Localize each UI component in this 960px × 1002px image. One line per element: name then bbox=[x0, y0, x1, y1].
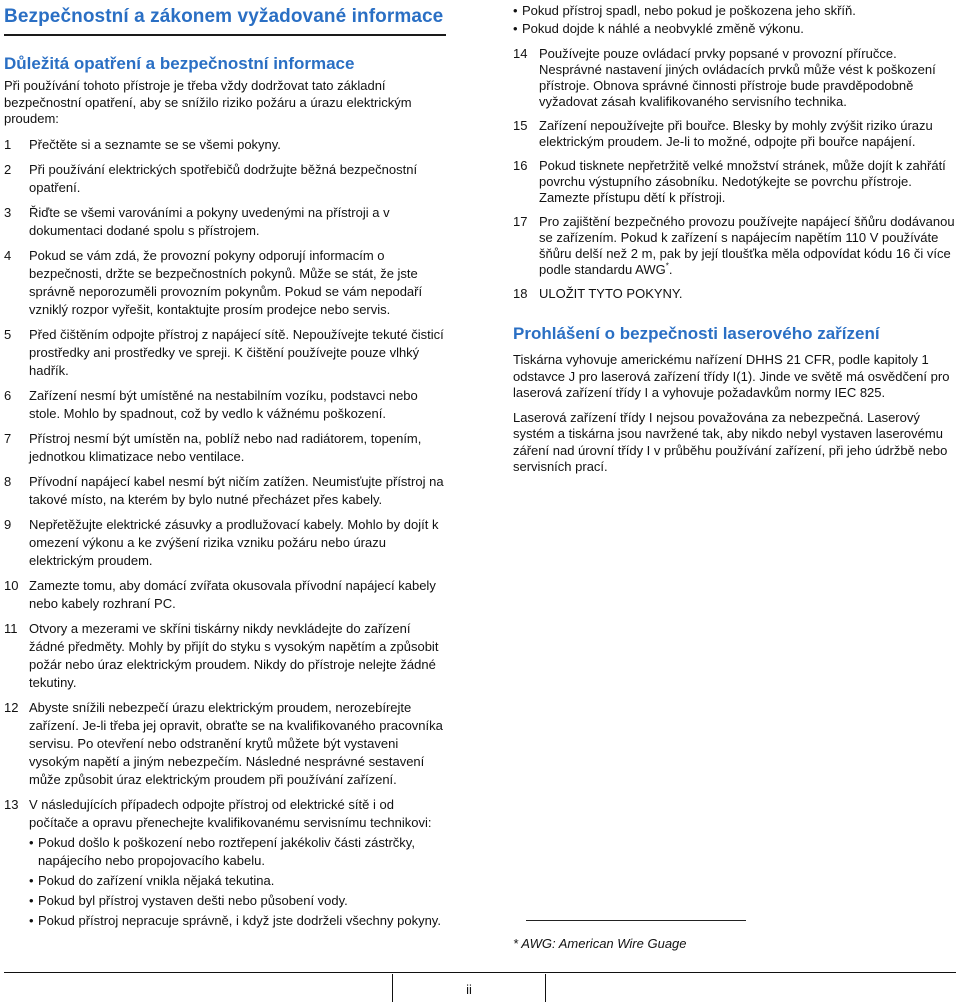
footnote: * AWG: American Wire Guage bbox=[513, 936, 687, 951]
safety-intro: Při používání tohoto přístroje je třeba vždy dodržovat tato základní bezpečnostní opatření, aby se snížilo riziko požáru a úrazu elektrickým proudem: bbox=[4, 78, 412, 126]
item-text: Používejte pouze ovládací prvky popsané v provozní příručce. Nesprávné nastavení jiných ovládacích prvků může vést k poškození přístroje. Obnova správné činnosti přístroje bude pravděpodobně vyžadovat zásah kvalifikovaného servisního technika. bbox=[539, 46, 936, 109]
item-text: Přívodní napájecí kabel nesmí být ničím zatížen. Neumisťujte přístroj na takové místo, na kterém by bylo nutné přecházet přes kabely. bbox=[29, 473, 444, 507]
list-item: 17 Pro zajištění bezpečného provozu používejte napájecí šňůru dodávanou se zařízením. Pokud k zařízení s napájecím napětím 110 V používáte šňůru delší než 2 m, pak by její tloušťka měla odpovídat kódu 16 či více podle standardu AWG*. bbox=[513, 214, 955, 277]
page-number: ii bbox=[466, 982, 472, 997]
item-number: 11 bbox=[4, 620, 18, 636]
item-text: Zařízení nepoužívejte při bouřce. Blesky by mohly zvýšit riziko úrazu elektrickým proudem. Je-li to možné, odpojte při bouřce napájení. bbox=[539, 118, 933, 149]
item-number: 4 bbox=[4, 247, 12, 263]
bullet-item: • Pokud došlo k poškození nebo roztřepení jakékoliv části zástrčky, napájecího nebo propojovacího kabelu. bbox=[29, 834, 415, 868]
page-title: Bezpečnostní a zákonem vyžadované informace bbox=[4, 0, 446, 36]
bullet-item: • Pokud dojde k náhlé a neobvyklé změně výkonu. bbox=[513, 21, 804, 36]
list-item bbox=[4, 387, 446, 423]
item-text: Pokud tisknete nepřetržitě velké množství stránek, může dojít k zahřátí povrchu výstupního zásobníku. Nedotýkejte se povrchu přístroje. Zamezte přístupu dětí k přístroji. bbox=[539, 158, 946, 205]
item-text: Pokud se vám zdá, že provozní pokyny odporují informacím o bezpečnosti, držte se bezpečnostních pokynů. Může se stát, že jste správně neporozuměli provozním pokynům. Pokud se vám nepodaří vzniklý rozpor vyřešit, kontaktujte prosím prodejce nebo servis. bbox=[29, 247, 423, 317]
bullet-item: • Pokud byl přístroj vystaven dešti nebo působení vody. bbox=[29, 892, 348, 908]
list-item bbox=[513, 158, 955, 206]
right-column bbox=[513, 0, 955, 484]
item-text: Abyste snížili nebezpečí úrazu elektrickým proudem, nerozebírejte zařízení. Je-li třeba jej opravit, obraťte se na kvalifikovaného pracovníka servisu. Po otevření nebo odstranění krytů můžete být vystaveni vysokým napětí a jiným nebezpečím. Následné nesprávné sestavení může způsobit úraz elektrickým proudem při používání zařízení. bbox=[29, 699, 443, 787]
item-number: 18 bbox=[513, 286, 528, 301]
item-text: V následujících případech odpojte přístroj od elektrické sítě i od počítače a opravu přenechejte kvalifikovanému servisnímu technikovi: bbox=[29, 796, 432, 830]
footnote-marker: * bbox=[665, 261, 669, 271]
item-text: Přístroj nesmí být umístěn na, poblíž nebo nad radiátorem, topením, jednotkou klimatizace nebo ventilace. bbox=[29, 430, 422, 464]
list-item bbox=[513, 118, 955, 150]
safety-heading: Důležitá opatření a bezpečnostní informace bbox=[4, 54, 355, 73]
list-item bbox=[4, 620, 446, 692]
item-number: 14 bbox=[513, 46, 528, 61]
item-text: Řiďte se všemi varováními a pokyny uvedenými na přístroji a v dokumentaci dodané spolu s přístrojem. bbox=[29, 204, 390, 238]
list-item bbox=[4, 699, 446, 789]
bullet-item: • Pokud přístroj spadl, nebo pokud je poškozena jeho skříň. bbox=[513, 3, 856, 18]
list-item bbox=[4, 430, 446, 466]
item-text: Pro zajištění bezpečného provozu používejte napájecí šňůru dodávanou se zařízením. Pokud k zařízení s napájecím napětím 110 V používáte šňůru delší než 2 m, pak by její tloušťka měla odpovídat kódu 16 či více podle standardu AWG bbox=[539, 214, 955, 277]
item-text: Zařízení nesmí být umístěné na nestabilním vozíku, podstavci nebo stole. Mohlo by spadnout, což by vedlo k vážnému poškození. bbox=[29, 387, 418, 421]
item-number: 16 bbox=[513, 158, 528, 173]
bullet-dot: • bbox=[29, 872, 34, 888]
page-number-box bbox=[392, 974, 546, 1002]
list-item bbox=[4, 204, 446, 240]
bullet-dot: • bbox=[29, 834, 34, 850]
item-number: 8 bbox=[4, 473, 12, 489]
item-text: Před čištěním odpojte přístroj z napájecí sítě. Nepoužívejte tekuté čisticí prostředky ani prostředky ve spreji. K čištění používejte pouze vlhký hadřík. bbox=[29, 326, 444, 378]
list-item bbox=[4, 473, 446, 509]
bullet-dot: • bbox=[29, 892, 34, 908]
item-number: 5 bbox=[4, 326, 12, 342]
bullet-dot: • bbox=[29, 912, 34, 928]
list-item bbox=[513, 46, 955, 110]
bullet-dot: • bbox=[513, 3, 518, 18]
bullet-item: • Pokud do zařízení vnikla nějaká tekutina. bbox=[29, 872, 275, 888]
item-number: 15 bbox=[513, 118, 528, 133]
item-text: ULOŽIT TYTO POKYNY. bbox=[539, 286, 683, 301]
list-item bbox=[4, 796, 446, 930]
item-number: 12 bbox=[4, 699, 19, 715]
item-number: 7 bbox=[4, 430, 12, 446]
item-number: 17 bbox=[513, 214, 528, 229]
footer-rule bbox=[4, 972, 956, 973]
list-item bbox=[4, 577, 446, 613]
item-number: 6 bbox=[4, 387, 12, 403]
item-number: 10 bbox=[4, 577, 19, 593]
bullet-item: • Pokud přístroj nepracuje správně, i když jste dodrželi všechny pokyny. bbox=[29, 912, 441, 928]
item-text: Při používání elektrických spotřebičů dodržujte běžná bezpečnostní opatření. bbox=[29, 161, 418, 195]
item-number: 13 bbox=[4, 796, 19, 812]
laser-paragraph-1: Tiskárna vyhovuje americkému nařízení DHHS 21 CFR, podle kapitoly 1 odstavce J pro laserová zařízení třídy I(1). Jinde ve světě má osvědčení pro laserová zařízení třídy I a vyhovuje požadavkům normy IEC 825. bbox=[513, 352, 950, 400]
item-text: Zamezte tomu, aby domácí zvířata okusovala přívodní napájecí kabely nebo kabely rozhraní PC. bbox=[29, 577, 436, 611]
item-number: 9 bbox=[4, 516, 12, 532]
left-column bbox=[4, 0, 446, 937]
item-text: Nepřetěžujte elektrické zásuvky a prodlužovací kabely. Mohlo by dojít k omezení výkonu a ke zvýšení rizika vzniku požáru nebo úrazu elektrickým proudem. bbox=[29, 516, 439, 568]
list-item bbox=[4, 326, 446, 380]
item-text: Přečtěte si a seznamte se se všemi pokyny. bbox=[29, 136, 281, 152]
laser-heading: Prohlášení o bezpečnosti laserového zařízení bbox=[513, 324, 880, 343]
item13-bullets-continued bbox=[513, 2, 955, 38]
list-item bbox=[4, 516, 446, 570]
bullet-dot: • bbox=[513, 21, 518, 36]
item-text: Otvory a mezerami ve skříni tiskárny nikdy nevkládejte do zařízení žádné předměty. Mohly by přijít do styku s vysokým napětím a způsobit požár nebo úraz elektrickým proudem. Nikdy do přístroje nelejte žádné tekutiny. bbox=[29, 620, 439, 690]
list-item bbox=[513, 286, 955, 302]
laser-paragraph-2: Laserová zařízení třídy I nejsou považována za nebezpečná. Laserový systém a tiskárna jsou navržené tak, aby nikdo nebyl vystaven laserovému záření nad úrovní třídy I v průběhu používání zařízení, při jeho údržbě nebo servisních prací. bbox=[513, 409, 948, 474]
item-number: 2 bbox=[4, 161, 12, 177]
footnote-rule bbox=[526, 920, 746, 921]
item-number: 3 bbox=[4, 204, 12, 220]
list-item bbox=[4, 161, 446, 197]
item-number: 1 bbox=[4, 136, 12, 152]
list-item bbox=[4, 136, 446, 154]
item13-bullets bbox=[29, 834, 446, 930]
list-item bbox=[4, 247, 446, 319]
